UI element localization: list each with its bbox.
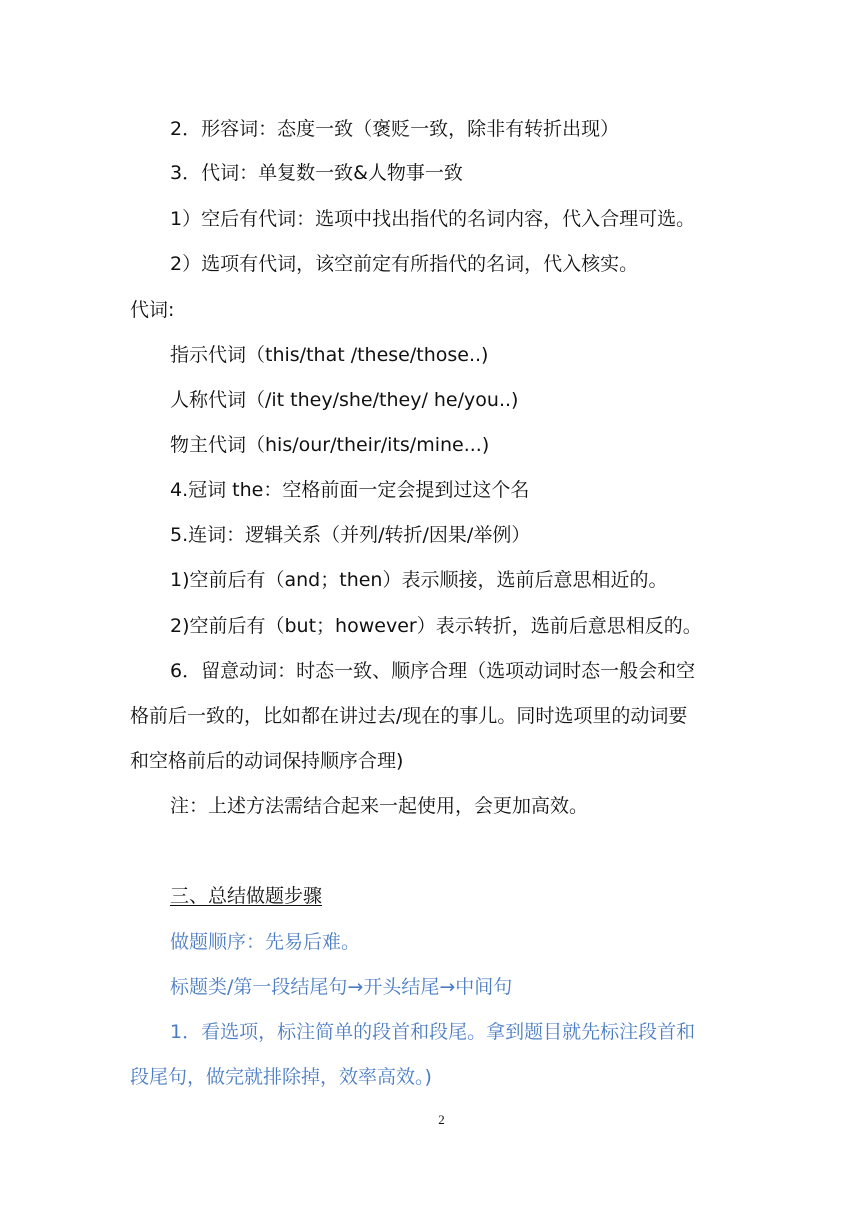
text-line-verb: 6．留意动词：时态一致、顺序合理（选项动词时态一般会和空 [170, 660, 696, 682]
text-line-pronoun: 3．代词：单复数一致&人物事一致 [170, 162, 463, 184]
text-line-conj-sequence: 1)空前后有（and；then）表示顺接，选前后意思相近的。 [170, 569, 668, 591]
text-line-conj-contrast: 2)空前后有（but；however）表示转折，选前后意思相反的。 [170, 615, 702, 637]
text-line-personal: 人称代词（/it they/she/they/ he/you..) [170, 389, 519, 411]
text-line-step-1-cont: 段尾句，做完就排除掉，效率高效。) [130, 1066, 432, 1088]
text-line-verb-cont: 格前后一致的，比如都在讲过去/现在的事儿。同时选项里的动词要 [130, 705, 688, 727]
page-number: 2 [438, 1112, 445, 1127]
text-line-title-type: 标题类/第一段结尾句→开头结尾→中间句 [170, 976, 513, 998]
text-line-demonstrative: 指示代词（this/that /these/those..) [170, 344, 489, 366]
text-line-pronoun-after: 1）空后有代词：选项中找出指代的名词内容，代入合理可选。 [170, 208, 696, 230]
text-line-conjunction: 5.连词：逻辑关系（并列/转折/因果/举例） [170, 524, 531, 546]
text-line-possessive: 物主代词（his/our/their/its/mine...) [170, 434, 490, 456]
text-line-verb-end: 和空格前后的动词保持顺序合理) [130, 750, 404, 772]
text-line-note: 注：上述方法需结合起来一起使用，会更加高效。 [170, 795, 589, 817]
text-line-article: 4.冠词 the：空格前面一定会提到过这个名 [170, 479, 530, 501]
text-line-adjective: 2．形容词：态度一致（褒贬一致，除非有转折出现） [170, 118, 620, 140]
text-line-pronoun-options: 2）选项有代词，该空前定有所指代的名词，代入核实。 [170, 253, 639, 275]
text-line-order: 做题顺序：先易后难。 [170, 931, 361, 953]
text-line-pronoun-label: 代词: [130, 299, 175, 321]
text-line-step-1: 1．看选项，标注简单的段首和段尾。拿到题目就先标注段首和 [170, 1021, 696, 1043]
section-heading: 三、总结做题步骤 [170, 885, 323, 907]
